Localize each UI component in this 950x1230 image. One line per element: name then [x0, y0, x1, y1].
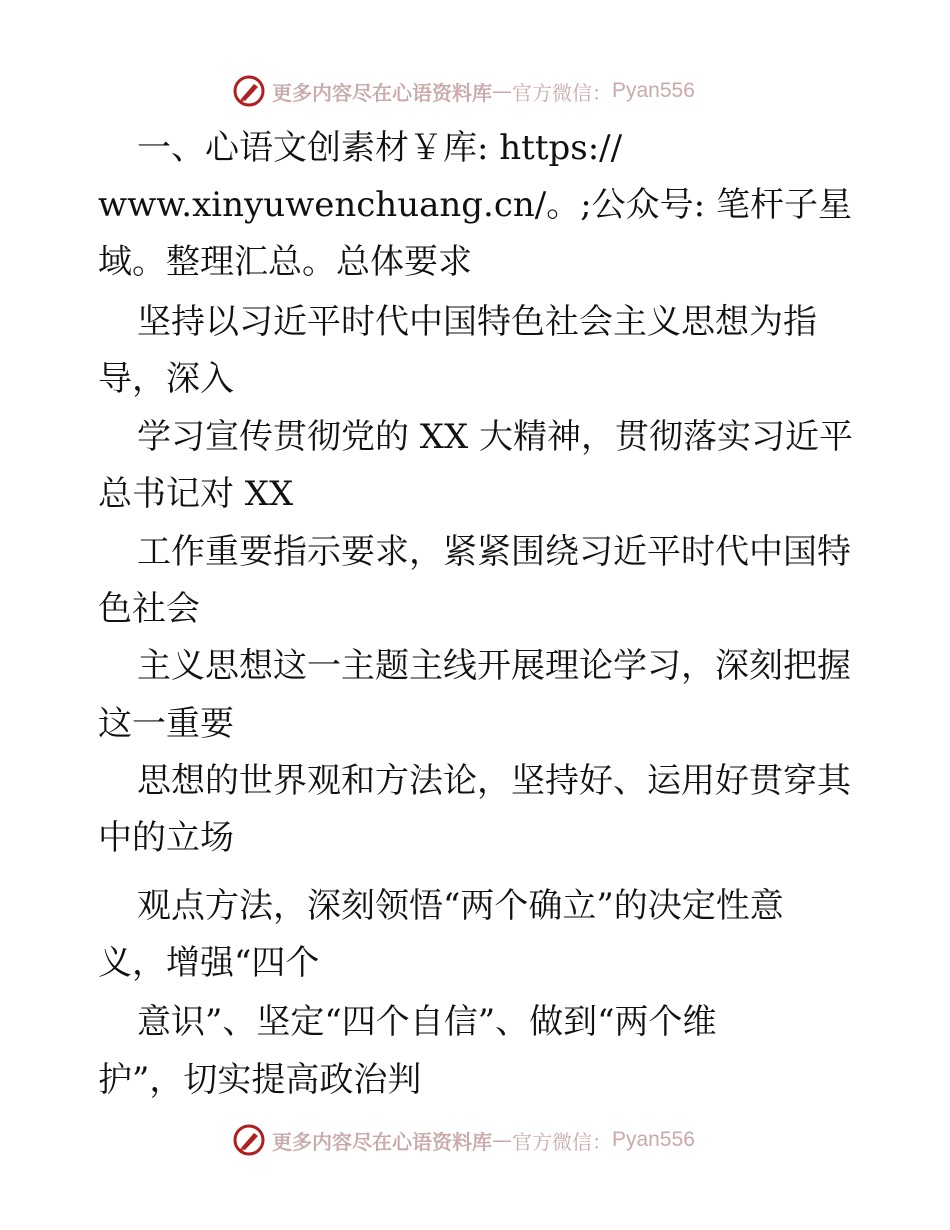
text-line: 导，深入	[98, 359, 234, 399]
text-line: 域。整理汇总。总体要求	[98, 242, 472, 282]
text-line: 意识”、坚定“四个自信”、做到“两个维	[137, 1002, 717, 1042]
text-line: 这一重要	[98, 704, 234, 744]
watermark-separator: —	[492, 79, 512, 103]
watermark-wechat-id: Pyan556	[612, 1128, 695, 1151]
watermark-official-label: 官方微信：	[512, 80, 612, 105]
text-line: 主义思想这一主题主线开展理论学习，深刻把握	[137, 646, 851, 686]
footer-watermark	[232, 1120, 695, 1160]
text-line: 总书记对 XX	[98, 474, 294, 514]
text-line: 观点方法，深刻领悟“两个确立”的决定性意	[137, 886, 784, 926]
text-line: 义，增强“四个	[98, 943, 320, 983]
text-line: 坚持以习近平时代中国特色社会主义思想为指	[137, 302, 817, 342]
watermark-separator: —	[492, 1128, 512, 1152]
watermark-brand: 更多内容尽在心语资料库	[272, 1129, 492, 1154]
text-line: www.xinyuwenchuang.cn/。;公众号: 笔杆子星	[98, 185, 852, 225]
pen-logo-icon	[232, 74, 266, 108]
watermark-official-label: 官方微信：	[512, 1129, 612, 1154]
text-line: 一、心语文创素材￥库: https://	[137, 128, 623, 168]
text-line: 学习宣传贯彻党的 XX 大精神，贯彻落实习近平	[137, 417, 854, 457]
watermark-brand: 更多内容尽在心语资料库	[272, 80, 492, 105]
text-line: 护”，切实提高政治判	[98, 1060, 422, 1100]
text-line: 思想的世界观和方法论，坚持好、运用好贯穿其	[137, 761, 851, 801]
text-line: 工作重要指示要求，紧紧围绕习近平时代中国特	[137, 532, 851, 572]
text-line: 色社会	[98, 589, 200, 629]
text-line: 中的立场	[98, 818, 234, 858]
watermark-wechat-id: Pyan556	[612, 79, 695, 102]
header-watermark	[232, 71, 695, 111]
pen-logo-icon	[232, 1123, 266, 1157]
